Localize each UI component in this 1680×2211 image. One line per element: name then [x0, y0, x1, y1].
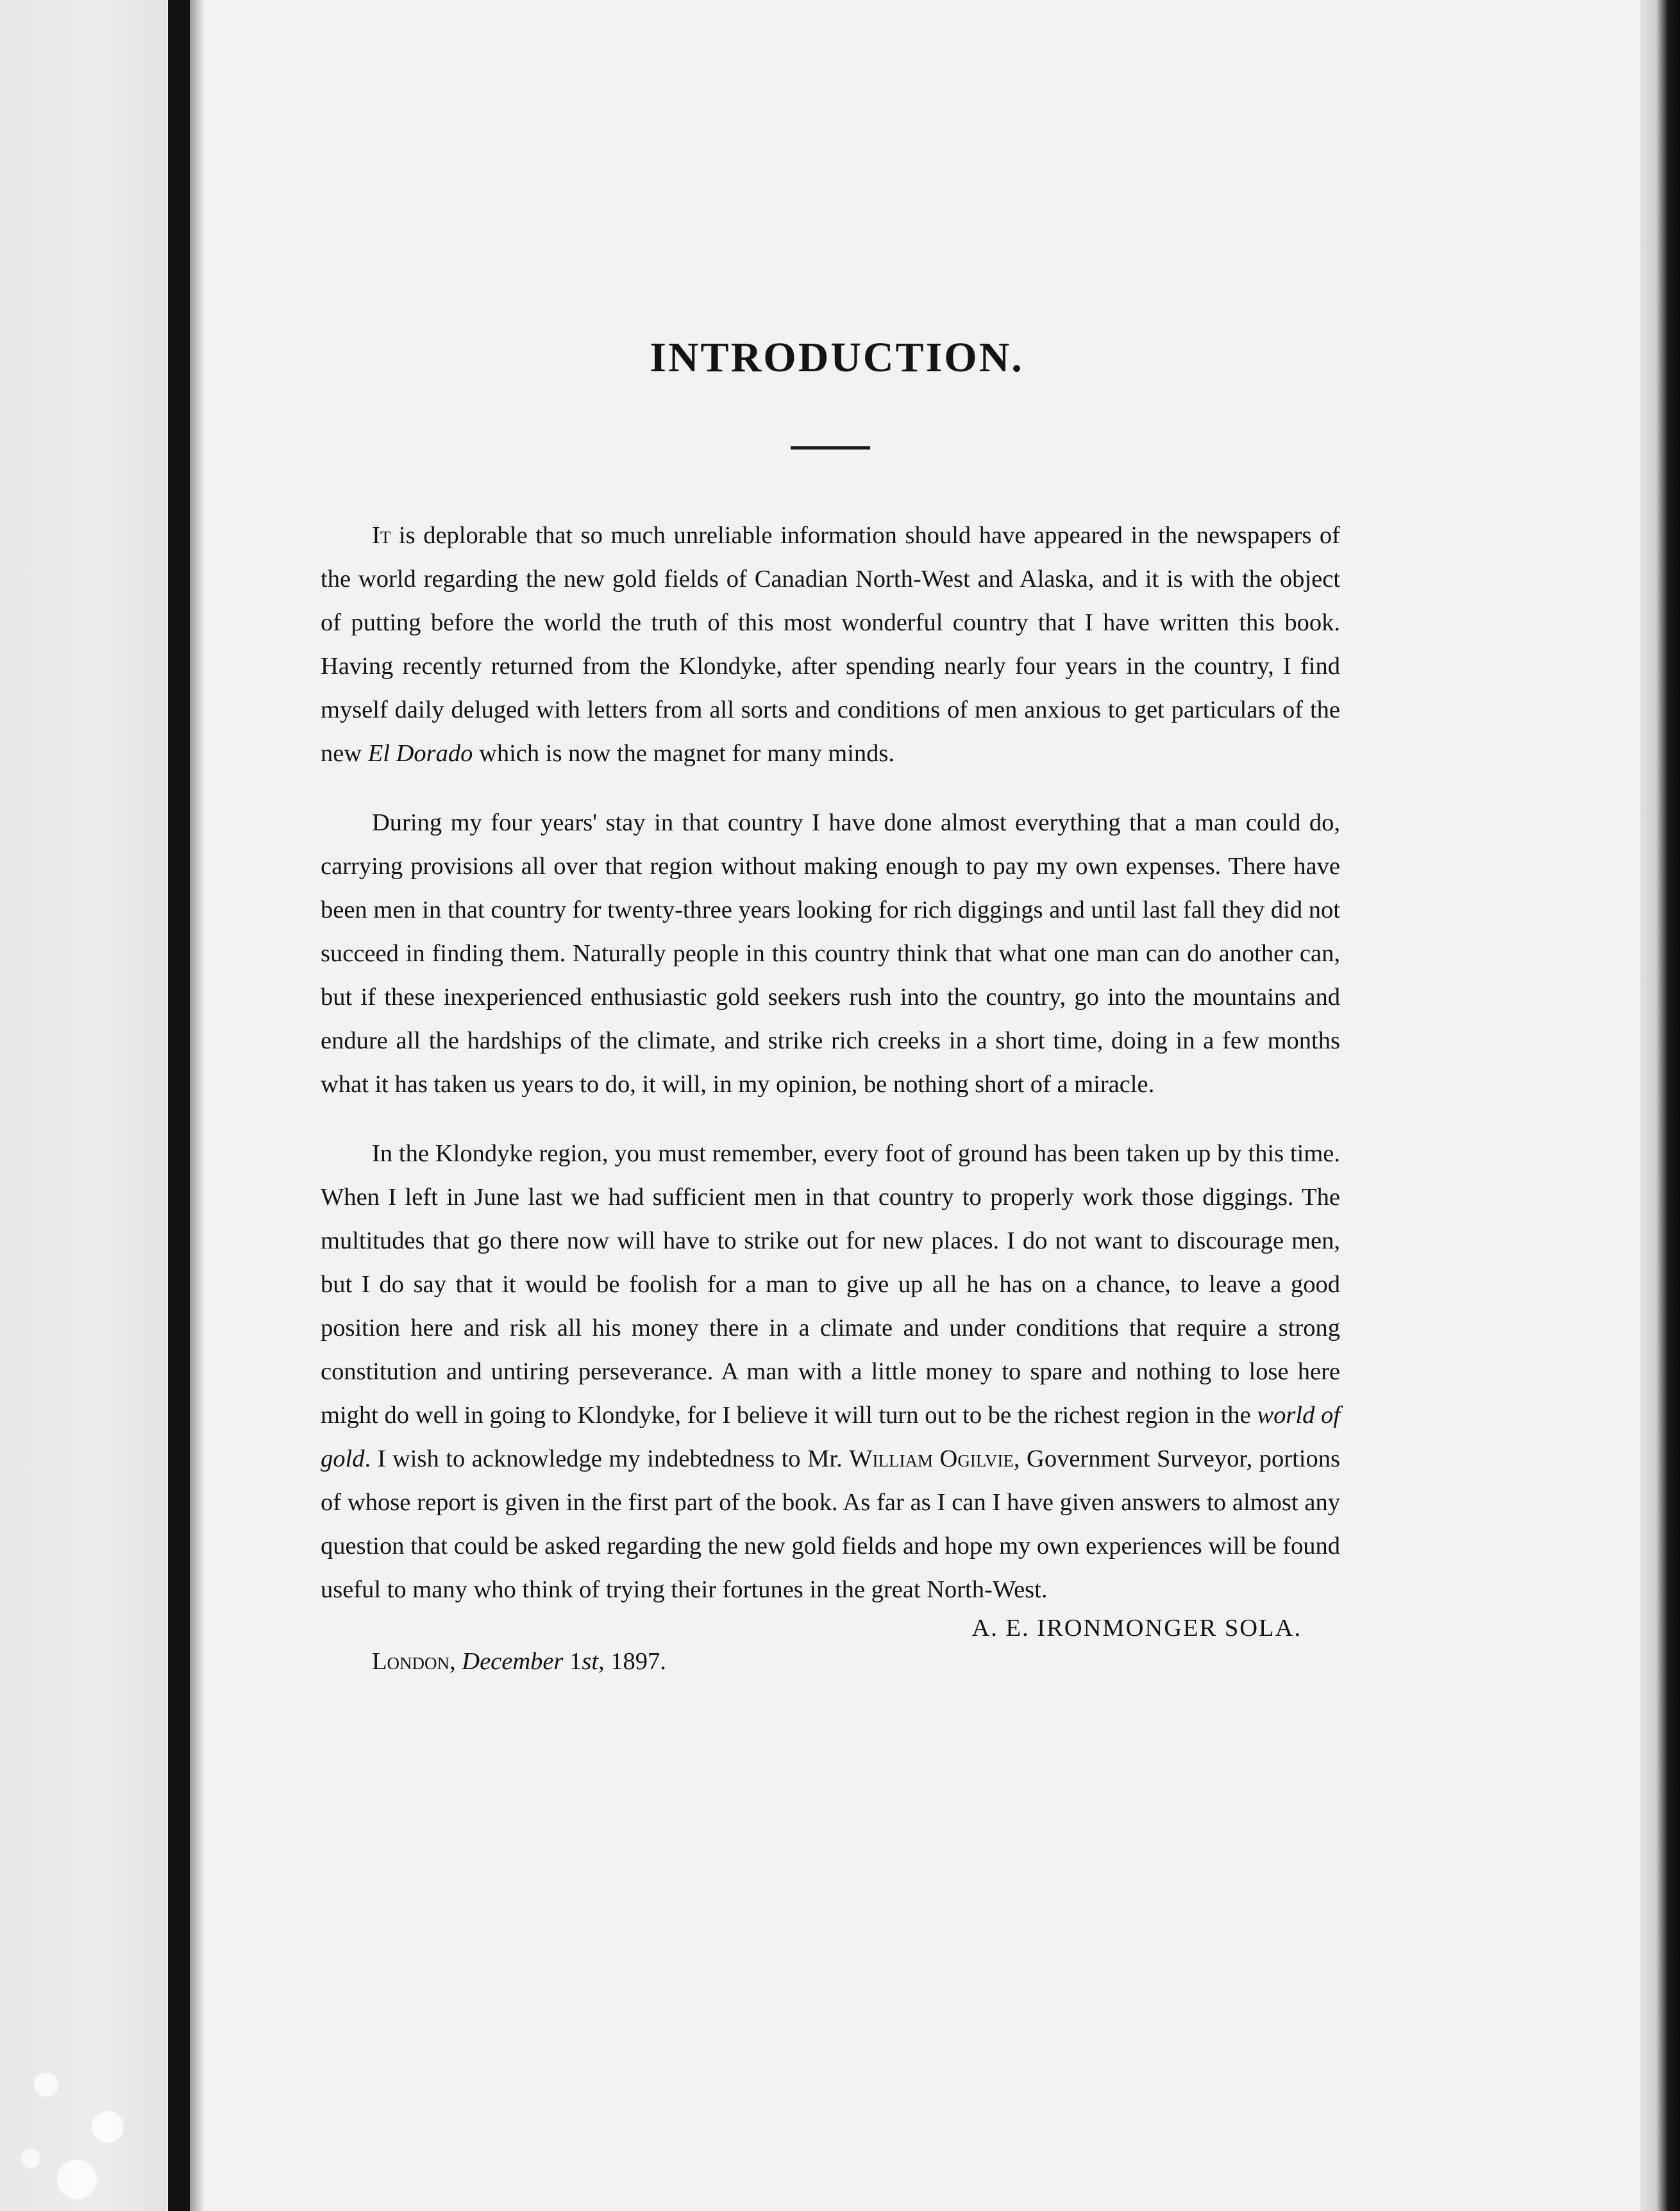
page-right-edge — [1640, 0, 1680, 2211]
dateline-day: 1 — [563, 1648, 582, 1675]
paragraph-1-text-b: which is now the magnet for many minds. — [473, 740, 895, 767]
paragraph-1-italic: El Dorado — [367, 740, 473, 767]
dateline-month: December — [462, 1648, 564, 1675]
dateline-year: 1897. — [604, 1648, 666, 1675]
dateline-place: London — [372, 1648, 450, 1675]
paragraph-3 — [321, 1132, 1340, 1611]
binding-shadow — [190, 0, 204, 2211]
dateline-suffix: st, — [582, 1648, 605, 1675]
author-signature: A. E. IRONMONGER SOLA. — [971, 1615, 1302, 1642]
paragraph-1 — [321, 514, 1340, 775]
dateline — [372, 1647, 1340, 1676]
title-rule — [791, 446, 870, 450]
dateline-sep: , — [449, 1648, 462, 1675]
facing-page-margin — [0, 0, 167, 2211]
paragraph-2: During my four years' stay in that country I have done almost everything that a man could do, carrying provisions all over that region without making enough to pay my own expenses. There have been men in that country for twenty-three years looking for rich diggings and until last fall they did not succeed in finding them. Naturally people in this country think that what one man can do another can, but if these inexperienced enthusiastic gold seekers rush into the country, go into the mountains and endure all the hardships of the climate, and strike rich creeks in a short time, doing in a few months what it has taken us years to do, it will, in my opinion, be nothing short of a miracle. — [321, 809, 1340, 1098]
paragraph-3-text-c: , Government Surveyor, portions of whose report is given in the first part of the book. As far as I can I have given answers to almost any question that could be asked regarding the new gold fields and hope my own experiences will be found useful to many who think of trying their fortunes in the great North-West. — [321, 1445, 1340, 1603]
page-title: INTRODUCTION. — [650, 334, 1024, 381]
paper-speckle — [0, 2001, 154, 2211]
paragraph-1-lead: It — [372, 522, 391, 549]
paragraph-3-name: William Ogilvie — [849, 1445, 1014, 1472]
introduction-section — [321, 333, 1340, 1676]
book-binding — [168, 0, 190, 2211]
paragraph-3-text-b: . I wish to acknowledge my indebtedness to Mr. — [364, 1445, 850, 1472]
paragraph-3-italic: world of gold — [321, 1402, 1340, 1472]
paragraph-3-text-a: In the Klondyke region, you must remember, every foot of ground has been taken up by this time. When I left in June last we had sufficient men in that country to properly work those diggings. The multitudes that go there now will have to strike out for new places. I do not want to discourage men, but I do say that it would be foolish for a man to give up all he has on a chance, to leave a good position here and risk all his money there in a climate and under conditions that require a strong constitution and untiring perseverance. A man with a little money to spare and nothing to lose here might do well in going to Klondyke, for I believe it will turn out to be the richest region in the — [321, 1140, 1340, 1429]
paragraph-1-text-a: is deplorable that so much unreliable information should have appeared in the newspapers of the world regarding the new gold fields of Canadian North-West and Alaska, and it is with the object of putting before the world the truth of this most wonderful country that I have written this book. Having recently returned from the Klondyke, after spending nearly four years in the country, I find myself daily deluged with letters from all sorts and conditions of men anxious to get particulars of the new — [321, 522, 1340, 767]
